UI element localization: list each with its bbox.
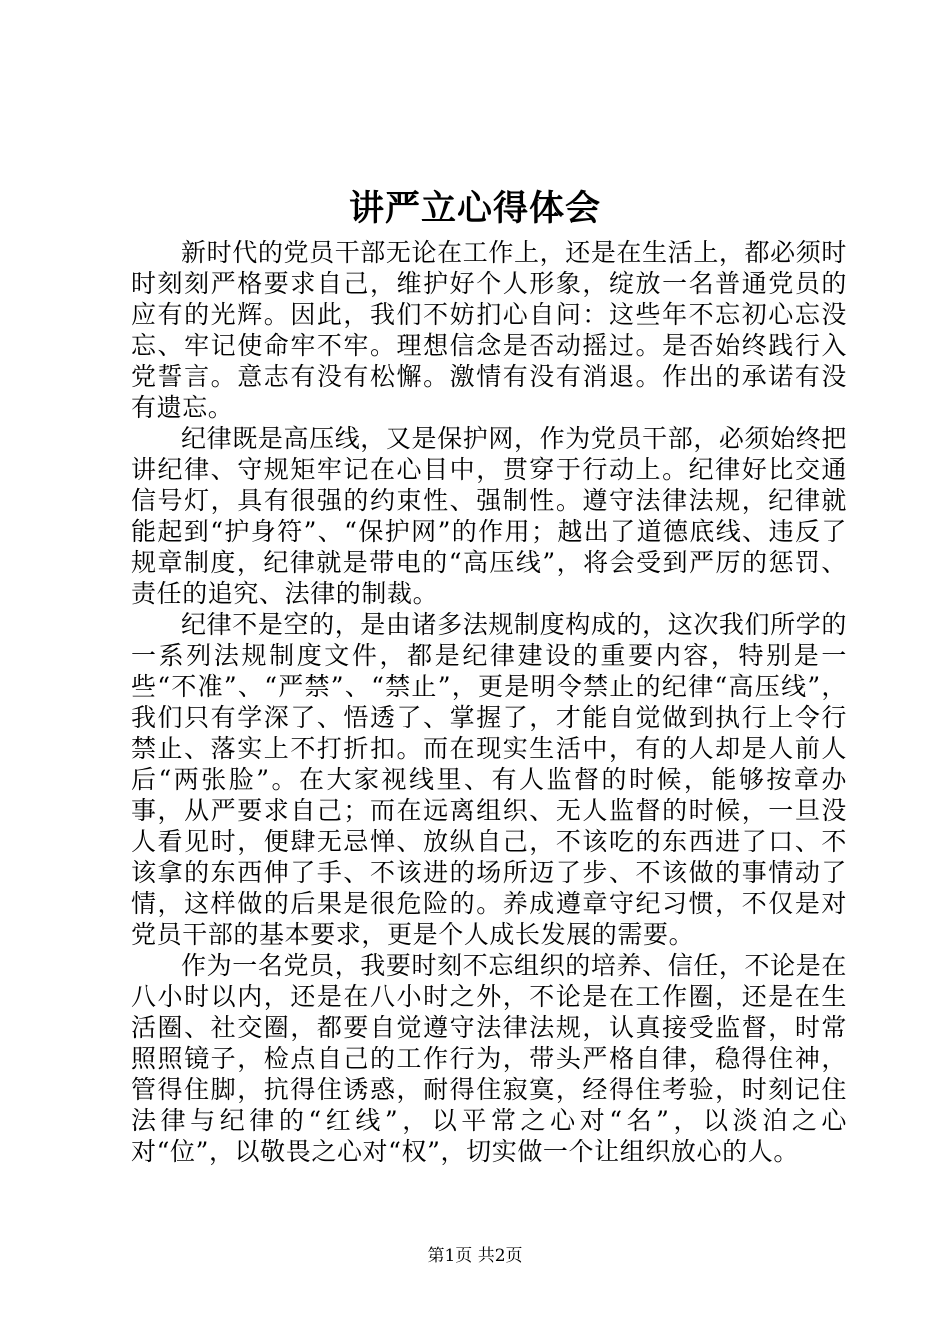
- document-title: 讲严立心得体会: [348, 188, 601, 229]
- paragraph-4: 作为一名党员，我要时刻不忘组织的培养、信任，不论是在八小时以内，还是在八小时之外，不论是在工作圈，还是在生活圈、社交圈，都要自觉遵守法律法规，认真接受监督，时常照照镜子，检点自己的工作行为，带头严格自律，稳得住神，管得住脚，抗得住诱惑，耐得住寂寞，经得住考验，时刻记住法律与纪律的“红线”，以平常之心对“名”，以淡泊之心对“位”，以敬畏之心对“权”，切实做一个让组织放心的人。: [131, 951, 847, 1166]
- paragraph-3: 纪律不是空的，是由诸多法规制度构成的，这次我们所学的一系列法规制度文件，都是纪律建设的重要内容，特别是一些“不准”、“严禁”、“禁止”，更是明令禁止的纪律“高压线”，我们只有学深了、悟透了、掌握了，才能自觉做到执行上令行禁止、落实上不打折扣。而在现实生活中，有的人却是人前人后“两张脸”。在大家视线里、有人监督的时候，能够按章办事，从严要求自己；而在远离组织、无人监督的时候，一旦没人看见时，便肆无忌惮、放纵自己，不该吃的东西进了口、不该拿的东西伸了手、不该进的场所迈了步、不该做的事情动了情，这样做的后果是很危险的。养成遵章守纪习惯，不仅是对党员干部的基本要求，更是个人成长发展的需要。: [131, 610, 847, 949]
- paragraph-2: 纪律既是高压线，又是保护网，作为党员干部，必须始终把讲纪律、守规矩牢记在心目中，贯穿于行动上。纪律好比交通信号灯，具有很强的约束性、强制性。遵守法律法规，纪律就能起到“护身符”、“保护网”的作用；越出了道德底线、违反了规章制度，纪律就是带电的“高压线”，将会受到严厉的惩罚、责任的追究、法律的制裁。: [131, 424, 847, 608]
- page-number-footer: 第1页 共2页: [427, 1246, 523, 1266]
- paragraph-1: 新时代的党员干部无论在工作上，还是在生活上，都必须时时刻刻严格要求自己，维护好个人形象，绽放一名普通党员的应有的光辉。因此，我们不妨扪心自问：这些年不忘初心忘没忘、牢记使命牢不牢。理想信念是否动摇过。是否始终践行入党誓言。意志有没有松懈。激情有没有消退。作出的承诺有没有遗忘。: [131, 238, 847, 422]
- document-body: [131, 237, 847, 1167]
